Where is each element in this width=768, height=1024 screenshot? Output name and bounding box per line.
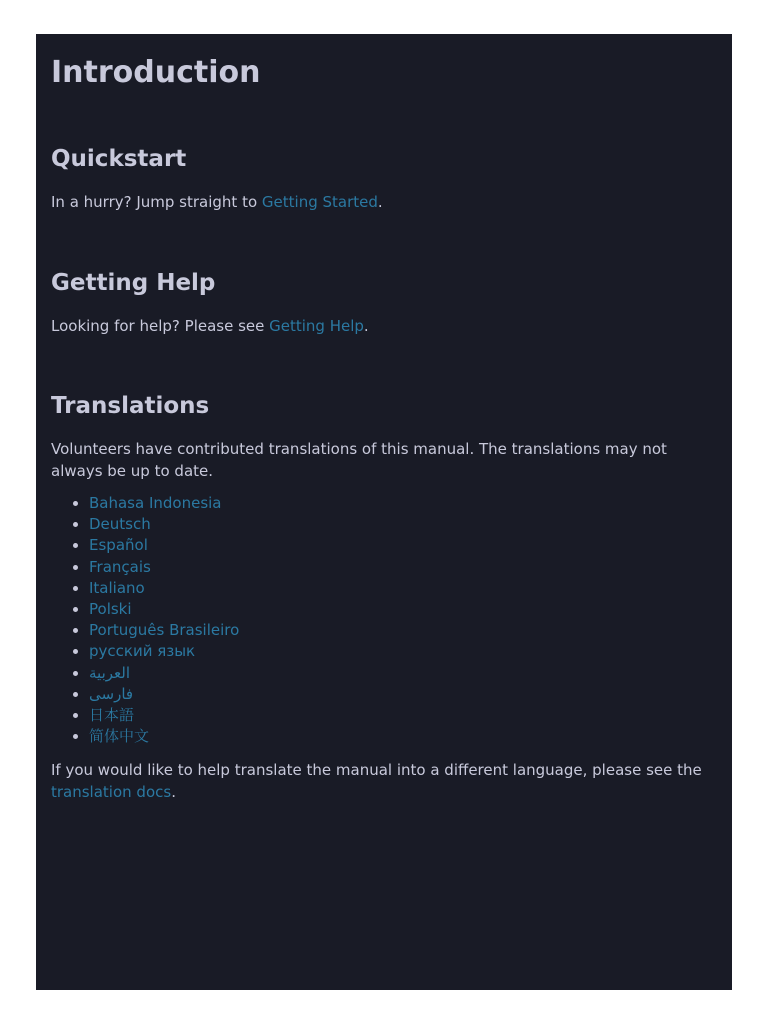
translations-heading: Translations <box>51 393 210 419</box>
getting-help-heading: Getting Help <box>51 269 216 296</box>
translation-link-russian[interactable]: русский язык <box>89 642 196 661</box>
list-item <box>89 726 717 747</box>
list-item <box>89 557 717 578</box>
translation-link-french[interactable]: Français <box>89 557 151 576</box>
translations-intro: Volunteers have contributed translations of this manual. The translations may not always be up to date. <box>51 440 667 480</box>
list-item <box>89 514 717 535</box>
page-title: Introduction <box>51 55 261 90</box>
list-item <box>89 599 717 620</box>
translation-link-german[interactable]: Deutsch <box>89 515 151 534</box>
list-item <box>89 578 717 599</box>
translation-link-japanese[interactable]: 日本語 <box>89 706 135 725</box>
list-item <box>89 663 717 684</box>
quickstart-heading: Quickstart <box>51 146 187 172</box>
getting-help-paragraph <box>51 316 717 338</box>
list-item <box>89 493 717 514</box>
translations-outro <box>51 760 717 803</box>
translation-link-spanish[interactable]: Español <box>89 536 148 555</box>
list-item <box>89 535 717 556</box>
quickstart-paragraph <box>51 192 717 214</box>
translations-outro-text: If you would like to help translate the manual into a different language, please see the <box>51 761 702 780</box>
translation-link-italian[interactable]: Italiano <box>89 578 145 597</box>
getting-started-link[interactable]: Getting Started <box>261 193 378 211</box>
getting-help-link[interactable]: Getting Help <box>269 316 364 335</box>
list-item <box>89 641 717 662</box>
list-item <box>89 684 717 705</box>
translation-link-chinese[interactable]: 简体中文 <box>89 727 150 746</box>
list-item <box>89 620 717 641</box>
translation-link-indonesian[interactable]: Bahasa Indonesia <box>89 494 222 512</box>
translation-link-persian[interactable]: فارسی <box>89 684 134 703</box>
getting-help-text: Looking for help? Please see <box>51 316 270 335</box>
quickstart-period: . <box>377 193 383 211</box>
getting-help-period: . <box>363 316 369 335</box>
translations-outro-period: . <box>171 782 176 801</box>
content-page <box>36 34 732 990</box>
translation-link-polish[interactable]: Polski <box>89 600 132 619</box>
translation-docs-link[interactable]: translation docs <box>51 782 172 801</box>
quickstart-text: In a hurry? Jump straight to <box>51 193 262 211</box>
translation-link-portuguese[interactable]: Português Brasileiro <box>89 621 240 640</box>
translations-list <box>51 493 717 747</box>
list-item <box>89 705 717 726</box>
translation-link-arabic[interactable]: العربية <box>89 663 130 682</box>
